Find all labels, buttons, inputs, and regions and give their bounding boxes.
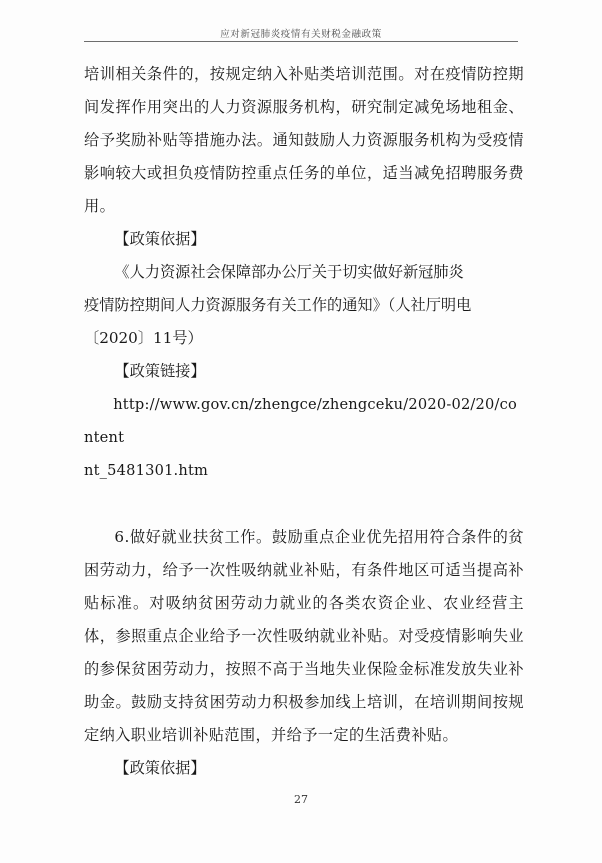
- paragraph-continued: 培训相关条件的，按规定纳入补贴类培训范围。对在疫情防控期间发挥作用突出的人力资源服务机构，研究制定减免场地租金、给予奖励补贴等措施办法。通知鼓励人力资源服务机构为受疫情影响较大或担负疫情防控重点任务的单位，适当减免招聘服务费用。: [84, 65, 524, 215]
- paragraph-spacer: [84, 487, 524, 521]
- document-body: [84, 58, 524, 785]
- policy-basis-citation-line-3: 〔2020〕11号）: [84, 329, 203, 347]
- paragraph-item-6: 6.做好就业扶贫工作。鼓励重点企业优先招用符合条件的贫困劳动力，给予一次性吸纳就业补贴，有条件地区可适当提高补贴标准。对吸纳贫困劳动力就业的各类农资企业、农业经营主体，参照重点企业给予一次性吸纳就业补贴。对受疫情影响失业的参保贫困劳动力，按照不高于当地失业保险金标准发放失业补助金。鼓励支持贫困劳动力积极参加线上培训，在培训期间按规定纳入职业培训补贴范围，并给予一定的生活费补贴。: [84, 528, 524, 744]
- policy-link-label: 【政策链接】: [114, 362, 206, 380]
- policy-link-url-line-1[interactable]: http://www.gov.cn/zhengce/zhengceku/2020-02/20/content: [84, 396, 517, 446]
- running-header-text: 应对新冠肺炎疫情有关财税金融政策: [220, 29, 382, 40]
- policy-basis-label-1: 【政策依据】: [114, 230, 206, 248]
- header-divider: [84, 41, 518, 42]
- page-number: 27: [294, 793, 308, 806]
- policy-basis-label-2: 【政策依据】: [114, 759, 206, 777]
- policy-link-url-line-2[interactable]: nt_5481301.htm: [84, 462, 209, 479]
- page-footer: [0, 790, 602, 808]
- running-header: [0, 24, 602, 42]
- policy-basis-citation-line-2: 疫情防控期间人力资源服务有关工作的通知》（人社厅明电: [84, 296, 472, 314]
- policy-basis-citation-line-1: 《人力资源社会保障部办公厅关于切实做好新冠肺炎: [114, 263, 464, 281]
